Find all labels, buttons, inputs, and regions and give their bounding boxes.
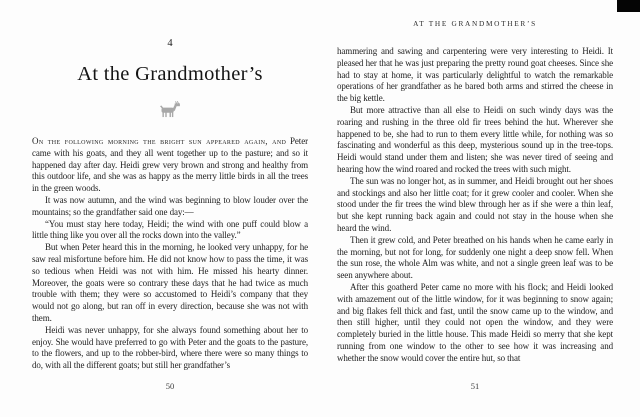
chapter-number: 4 (167, 38, 173, 49)
paragraph: But when Peter heard this in the morning, he looked very unhappy, for he saw real misfortune before him. He did not know how to pass the time, it was so tedious when Heidi was not with him. He missed his hearty dinner. Moreover, the goats were so contrary these days that he had twice as much trouble with them; they were so accustomed to Heidi’s company that they would not go along, but ran off in every direction, because she was not with them. (32, 242, 308, 323)
opening-small-caps: On the following morning the bright sun appeared again, and (32, 136, 287, 146)
paragraph: It was now autumn, and the wind was beginning to blow louder over the mountains; so the grandfather said one day:— (32, 194, 308, 217)
paragraph: After this goatherd Peter came no more with his flock; and Heidi looked with amazement out of the little window, for it was beginning to snow again; and big flakes fell thick and fast, until the snow came up to the window, and then still higher, until they could not open the window, and they were completely buried in the little house. This made Heidi so merry that she kept running from one window to the other to see how it was increasing and whether the snow would cover the entire hut, so that (337, 281, 613, 363)
corner-mark (617, 0, 640, 12)
paragraph: “You must stay here today, Heidi; the wind with one puff could blow a little thing like you over all the rocks down into the valley.” (32, 218, 308, 241)
running-header: AT THE GRANDMOTHER’S (413, 19, 537, 28)
page-number-right: 51 (470, 381, 480, 391)
paragraph (32, 136, 308, 195)
chapter-title: At the Grandmother’s (77, 63, 263, 85)
paragraph: Then it grew cold, and Peter breathed on his hands when he came early in the morning, but not for long, for suddenly one night a deep snow fell. When the sun rose, the whole Alm was white, and not a single green leaf was to be seen anywhere about. (337, 234, 613, 281)
goat-silhouette-icon (32, 101, 308, 118)
paragraph: But more attractive than all else to Heidi on such windy days was the roaring and rushing in the three old fir trees behind the hut. Wherever she happened to be, she had to run to them every little while, for nothing was so fascinating and wonderful as this deep, mysterious sound up in the tree-tops. Heidi would stand under them and listen; she was never tired of seeing and hearing how the wind roared and rocked the trees with such might. (337, 104, 613, 174)
paragraph: Heidi was never unhappy, for she always found something about her to enjoy. She would have preferred to go with Peter and the goats to the pasture, to the flowers, and up to the robber-bird, where there were so many things to do, with all the different goats; but still her grandfather’s (32, 324, 308, 371)
paragraph: hammering and sawing and carpentering were very interesting to Heidi. It pleased her that he was just preparing the pretty round goat cheeses. Since she had to stay at home, it was particularly delightful to watch the remarkable operations of her grandfather as he bared both arms and stirred the cheese in the big kettle. (337, 46, 613, 104)
page-right (320, 0, 640, 417)
right-page-body (337, 46, 613, 365)
opening-rest: Peter came with his goats, and they all went together up to the pasture; and so it happened day after day. Heidi grew very brown and strong and healthy from this outdoor life, and she was as happy as the merry little birds in all the trees in the green woods. (32, 136, 308, 194)
paragraph: The sun was no longer hot, as in summer, and Heidi brought out her shoes and stockings and also her little coat; for it grew cooler and cooler. When she stood under the fir trees the wind blew through her as if she were a thin leaf, but she kept running back again and could not stay in the house when she heard the wind. (337, 175, 613, 233)
page-number-left: 50 (165, 381, 175, 391)
left-page-body (32, 136, 308, 372)
